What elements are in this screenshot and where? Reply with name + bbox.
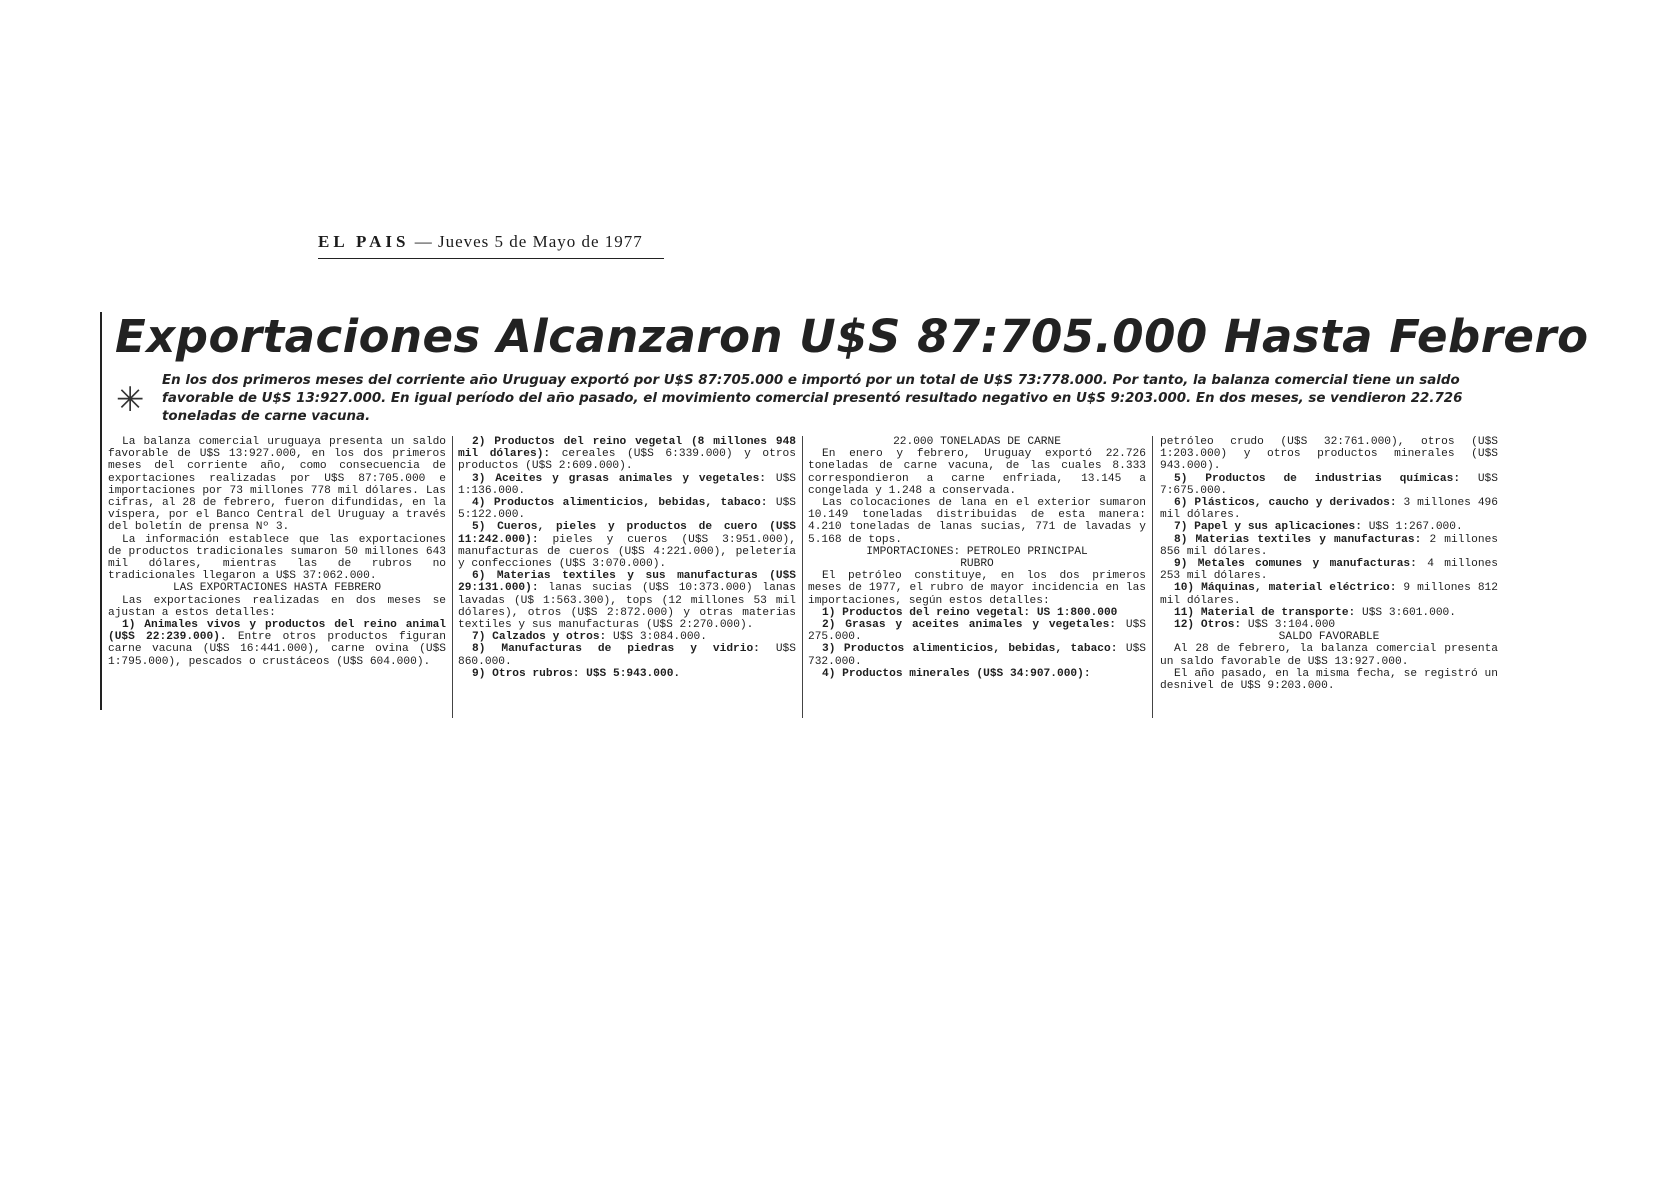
list-item	[1160, 534, 1498, 558]
article-left-border	[100, 312, 102, 710]
item-label: 12) Otros:	[1174, 619, 1242, 632]
paragraph: La información establece que las exportaciones de productos tradicionales sumaron 50 millones 643 mil dólares, mientras las de rubros no tradicionales llegaron a U$S 37:062.000.	[108, 533, 446, 583]
paragraph: La balanza comercial uruguaya presenta un saldo favorable de U$S 13:927.000, en los dos primeros meses del corriente año, como consecuencia de exportaciones realizadas por U$S 87:705.000 e importaciones por 73 millones 778 mil dólares. Las cifras, al 28 de febrero, fueron difundidas, en la víspera, por el Banco Central del Uruguay a través del boletín de prensa Nº 3.	[108, 436, 446, 534]
item-text: U$S 275.000.	[808, 619, 1146, 644]
list-item	[458, 497, 796, 521]
item-label: 6) Plásticos, caucho y derivados:	[1174, 497, 1397, 510]
list-item	[1160, 582, 1498, 606]
column-rule	[802, 436, 803, 718]
item-label: 8) Materias textiles y manufacturas:	[1174, 533, 1422, 546]
headline: Exportaciones Alcanzaron U$S 87:705.000 Hasta Febrero	[115, 310, 1589, 363]
list-item	[1160, 497, 1498, 521]
paragraph: petróleo crudo (U$S 32:761.000), otros (U$S 1:203.000) y otros productos minerales (U$S 943.000).	[1160, 436, 1498, 473]
list-item	[1160, 521, 1498, 533]
item-label: 9) Otros rubros: U$S 5:943.000.	[472, 667, 681, 680]
list-item	[108, 619, 446, 668]
item-label: 7) Papel y sus aplicaciones:	[1174, 521, 1362, 534]
item-text: U$S 732.000.	[808, 643, 1146, 668]
list-item	[458, 668, 796, 680]
item-label: 3) Productos alimenticios, bebidas, tabaco:	[822, 643, 1118, 656]
list-item	[1160, 558, 1498, 582]
list-item	[808, 607, 1146, 619]
column-2	[458, 436, 796, 718]
item-text: U$S 3:104.000	[1241, 619, 1336, 632]
item-label: 5) Cueros, pieles y productos de cuero (U$S 11:242.000):	[458, 521, 796, 546]
lead-paragraph: En los dos primeros meses del corriente año Uruguay exportó por U$S 87:705.000 e importó por un total de U$S 73:778.000. Por tanto, la balanza comercial tiene un saldo favorable de U$S 13:927.000. En igual período del año pasado, el movimiento comercial presentó resultado negativo en U$S 9:203.000. En dos meses, se vendieron 22.726 toneladas de carne vacuna.	[162, 373, 1463, 424]
paragraph: Al 28 de febrero, la balanza comercial presenta un saldo favorable de U$S 13:927.000.	[1160, 643, 1498, 668]
item-label: 5) Productos de industrias químicas:	[1174, 472, 1461, 485]
item-text: lanas sucias (U$S 10:373.000) lanas lavadas (U$ 1:563.300), tops (12 millones 53 mil dólares), otros (U$S 2:872.000) y otras materias textiles y sus manufacturas (U$S 2:270.000).	[458, 582, 796, 632]
list-item	[458, 643, 796, 667]
item-label: 1) Productos del reino vegetal: US 1:800.000	[822, 606, 1118, 619]
item-text: 3 millones 496 mil dólares.	[1160, 497, 1498, 522]
item-text: U$S 3:601.000.	[1355, 606, 1456, 619]
item-text: cereales (U$S 6:339.000) y otros productos (U$S 2:609.000).	[458, 448, 796, 473]
item-text: U$S 3:084.000.	[606, 631, 707, 644]
issue-date: Jueves 5 de Mayo de 1977	[437, 232, 643, 251]
item-label: 1) Animales vivos y productos del reino animal (U$S 22:239.000).	[108, 619, 446, 644]
item-label: 2) Grasas y aceites animales y vegetales:	[822, 619, 1117, 632]
list-item	[1160, 619, 1498, 631]
paragraph: El petróleo constituye, en los dos primeros meses de 1977, el rubro de mayor incidencia en las importaciones, según estos detalles:	[808, 570, 1146, 607]
item-text: Entre otros productos figuran carne vacuna (U$S 16:441.000), carne ovina (U$S 1:795.000), pescados o crustáceos (U$S 604.000).	[108, 631, 446, 668]
section-subhead: LAS EXPORTACIONES HASTA FEBRERO	[172, 582, 382, 595]
item-label: 7) Calzados y otros:	[472, 631, 607, 644]
item-label: 4) Productos alimenticios, bebidas, tabaco:	[472, 497, 768, 510]
column-1	[108, 436, 446, 718]
column-rule	[1152, 436, 1153, 718]
item-text: 4 millones 253 mil dólares.	[1160, 558, 1499, 583]
item-label: 9) Metales comunes y manufacturas:	[1174, 558, 1417, 571]
list-item	[458, 570, 796, 631]
paragraph: Las colocaciones de lana en el exterior sumaron 10.149 toneladas distribuidas de esta manera: 4.210 toneladas de lanas sucias, 771 de lavadas y 5.168 de tops.	[808, 497, 1146, 546]
list-item	[808, 668, 1146, 680]
section-subhead: IMPORTACIONES: PETROLEO PRINCIPAL RUBRO	[866, 545, 1088, 571]
item-text: U$S 5:122.000.	[458, 497, 796, 522]
masthead-rule	[318, 258, 664, 259]
masthead-separator: —	[409, 232, 438, 251]
list-item	[808, 619, 1146, 643]
list-item	[458, 521, 796, 570]
item-text: U$S 860.000.	[458, 643, 796, 668]
masthead	[318, 232, 643, 252]
item-text: U$S 1:267.000.	[1361, 521, 1463, 534]
item-text: 2 millones 856 mil dólares.	[1160, 533, 1498, 558]
section-subhead: SALDO FAVORABLE	[1278, 631, 1380, 644]
item-text: U$S 1:136.000.	[458, 472, 796, 497]
item-label: 4) Productos minerales (U$S 34:907.000):	[822, 667, 1091, 680]
section-subhead: 22.000 TONELADAS DE CARNE	[893, 436, 1061, 448]
item-text: 9 millones 812 mil dólares.	[1160, 582, 1498, 607]
column-4	[1160, 436, 1498, 718]
newspaper-name: EL PAIS	[318, 232, 410, 251]
list-item	[808, 643, 1146, 667]
item-label: 10) Máquinas, material eléctrico:	[1174, 582, 1397, 595]
paragraph: Las exportaciones realizadas en dos meses se ajustan a estos detalles:	[108, 594, 446, 619]
handwritten-asterisk-mark: ✳	[116, 380, 145, 420]
item-text: pieles y cueros (U$S 3:951.000), manufacturas de cueros (U$S 4:221.000), peletería y confecciones (U$S 3:070.000).	[458, 533, 796, 571]
item-label: 6) Materias textiles y sus manufacturas (U$S 29:131.000):	[458, 570, 796, 595]
column-3	[808, 436, 1146, 718]
column-rule	[452, 436, 453, 718]
item-label: 3) Aceites y grasas animales y vegetales:	[472, 472, 767, 485]
list-item	[458, 473, 796, 497]
list-item	[458, 436, 796, 473]
paragraph: En enero y febrero, Uruguay exportó 22.726 toneladas de carne vacuna, de las cuales 8.333 correspondieron a carne enfriada, 13.145 a congelada y 1.248 a conservada.	[808, 448, 1146, 497]
item-label: 11) Material de transporte:	[1174, 606, 1356, 619]
item-label: 8) Manufacturas de piedras y vidrio:	[472, 643, 760, 656]
item-text: U$S 7:675.000.	[1160, 472, 1498, 497]
item-label: 2) Productos del reino vegetal (8 millones 948 mil dólares):	[458, 436, 796, 461]
list-item	[458, 631, 796, 643]
list-item	[1160, 473, 1498, 497]
list-item	[1160, 607, 1498, 619]
article-body	[108, 436, 1503, 718]
paragraph: El año pasado, en la misma fecha, se registró un desnivel de U$S 9:203.000.	[1160, 667, 1498, 693]
